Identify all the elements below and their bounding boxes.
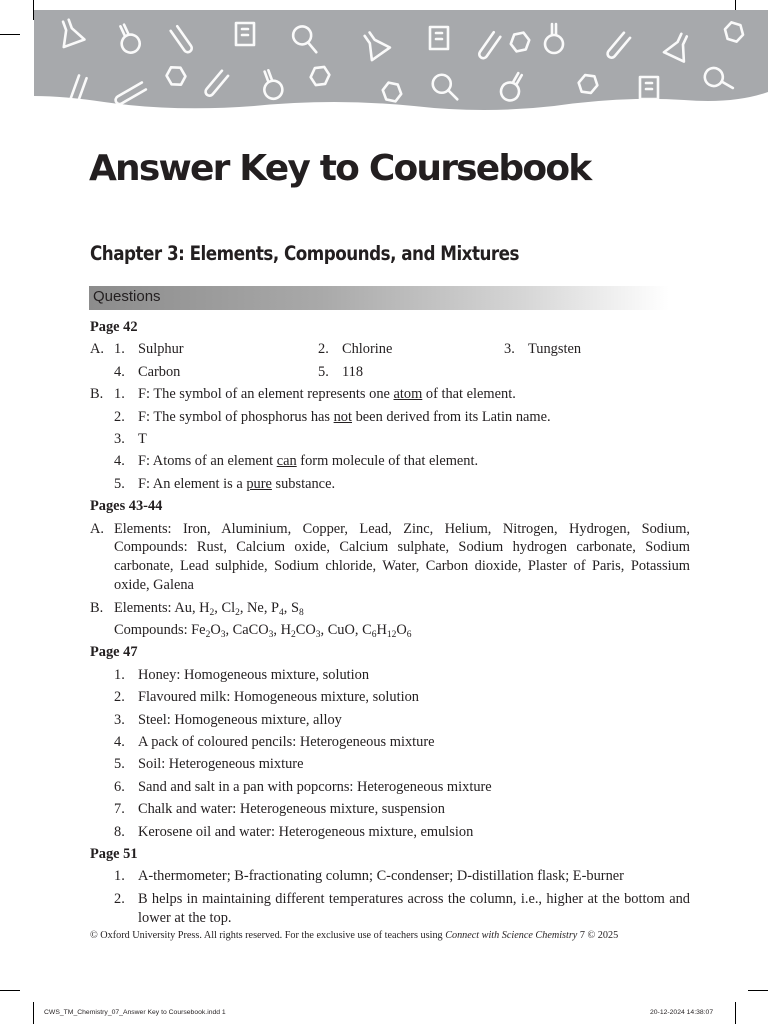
- copyright-year: 7 © 2025: [577, 930, 619, 941]
- answer-text: Carbon: [138, 363, 181, 380]
- crop-mark: [0, 990, 20, 991]
- list-item: [90, 686, 690, 708]
- answer-text: T: [138, 430, 147, 447]
- answer-text: Compounds: $Fe_2O_3$, CaCO$_3$, $H_2CO_3$, CuO, $C_6H_{12}O_6$: [114, 622, 412, 641]
- list-item: [90, 428, 690, 450]
- list-item: [90, 821, 690, 843]
- list-item: [90, 664, 690, 686]
- underlined-word: can: [276, 453, 297, 470]
- list-item: [90, 518, 690, 597]
- list-item: [90, 731, 690, 753]
- print-timestamp: 20-12-2024 14:38:07: [650, 1009, 714, 1016]
- item-number: 2.: [114, 408, 125, 425]
- list-item: [90, 383, 690, 405]
- answer-text-pre: F: An element is a: [138, 475, 247, 492]
- answer-text-pre: F: The symbol of an element represents one: [138, 386, 394, 403]
- answer-text: Kerosene oil and water: Heterogeneous mixture, emulsion: [138, 823, 474, 840]
- crop-mark: [0, 34, 20, 35]
- item-number: 2.: [114, 890, 125, 907]
- crop-mark: [735, 1002, 736, 1024]
- answer-text-post: been derived from its Latin name.: [352, 408, 551, 425]
- page-title: Answer Key to Coursebook: [89, 148, 591, 189]
- answer-text-pre: F: The symbol of phosphorus has: [138, 408, 334, 425]
- item-number: 2.: [318, 341, 329, 358]
- list-item: [90, 776, 690, 798]
- answer-text: B helps in maintaining different temperatures across the column, i.e., higher at the bottom and lower at the top.: [138, 890, 690, 926]
- item-number: 3.: [114, 711, 125, 728]
- list-item: [90, 338, 690, 360]
- list-item: [90, 798, 690, 820]
- chapter-title: Chapter 3: Elements, Compounds, and Mixtures: [90, 242, 519, 265]
- answer-text-post: of that element.: [422, 386, 516, 403]
- item-number: 1.: [114, 341, 125, 358]
- item-number: 3.: [114, 430, 125, 447]
- item-number: 4.: [114, 734, 125, 751]
- crop-mark: [33, 1002, 34, 1024]
- list-item: [90, 597, 690, 619]
- answer-text: [138, 450, 478, 472]
- copyright-notice: [90, 930, 690, 941]
- answer-text: [138, 406, 551, 428]
- compounds-label: Compounds:: [114, 622, 188, 639]
- book-title: Connect with Science Chemistry: [445, 930, 578, 941]
- list-item: [90, 709, 690, 731]
- answer-content: [90, 316, 690, 929]
- item-number: 3.: [504, 341, 515, 358]
- question-label: A.: [90, 520, 104, 537]
- item-number: 6.: [114, 778, 125, 795]
- answer-text: Elements: Au, $H_2$, $Cl_2$, Ne, $P_4$, $S_8$: [114, 599, 304, 618]
- item-number: 7.: [114, 801, 125, 818]
- item-number: 2.: [114, 689, 125, 706]
- item-number: 1.: [114, 868, 125, 885]
- list-item: [90, 406, 690, 428]
- list-item: [90, 619, 690, 641]
- item-number: 5.: [318, 363, 329, 380]
- answer-text: A-thermometer; B-fractionating column; C-condenser; D-distillation flask; E-burner: [138, 868, 624, 885]
- page-heading: Page 47: [90, 644, 138, 661]
- answer-text: Tungsten: [528, 341, 582, 358]
- item-number: 8.: [114, 823, 125, 840]
- answer-text-pre: F: Atoms of an element: [138, 453, 277, 470]
- answer-text-post: form molecule of that element.: [296, 453, 479, 470]
- answer-text: Steel: Homogeneous mixture, alloy: [138, 711, 342, 728]
- page-heading: Page 42: [90, 319, 138, 335]
- answer-text: Soil: Heterogeneous mixture: [138, 756, 304, 773]
- crop-mark: [748, 990, 768, 991]
- list-item: [90, 473, 690, 495]
- section-bar: [89, 286, 669, 310]
- answer-text: A pack of coloured pencils: Heterogeneous mixture: [138, 734, 435, 751]
- item-number: 5.: [114, 756, 125, 773]
- list-item: [90, 450, 690, 472]
- question-label: B.: [90, 386, 104, 403]
- answer-text: [138, 383, 516, 405]
- answer-text-post: substance.: [271, 475, 336, 492]
- answer-text: Honey: Homogeneous mixture, solution: [138, 666, 370, 683]
- item-number: 1.: [114, 386, 125, 403]
- underlined-word: not: [333, 408, 352, 425]
- elements-label: Elements:: [114, 599, 172, 616]
- list-item: [90, 361, 690, 383]
- answer-text: Chalk and water: Heterogeneous mixture, suspension: [138, 801, 445, 818]
- item-number: 4.: [114, 453, 125, 470]
- question-label: A.: [90, 341, 104, 358]
- header-banner: [34, 10, 768, 112]
- page-heading: Pages 43-44: [90, 498, 163, 515]
- answer-text: Sulphur: [138, 341, 184, 358]
- list-item: [90, 753, 690, 775]
- answer-text: 118: [342, 363, 364, 380]
- copyright-text: © Oxford University Press. All rights reserved. For the exclusive use of teachers using: [90, 930, 446, 941]
- answer-text: [138, 473, 335, 495]
- item-number: 5.: [114, 475, 125, 492]
- section-label: Questions: [93, 288, 161, 305]
- item-number: 1.: [114, 666, 125, 683]
- answer-text: Flavoured milk: Homogeneous mixture, solution: [138, 689, 419, 706]
- item-number: 4.: [114, 363, 125, 380]
- answer-text: Elements: Iron, Aluminium, Copper, Lead, Zinc, Helium, Nitrogen, Hydrogen, Sodium, Compounds: Rust, Calcium oxide, Calcium sulphate, Sodium hydrogen carbonate, Sodium carbonate, Lead sulphide, Sodium chloride, Water, Carbon dioxide, Plaster of Paris, Potassium oxide, Galena: [114, 520, 690, 593]
- underlined-word: atom: [393, 386, 423, 403]
- answer-text: Sand and salt in a pan with popcorns: Heterogeneous mixture: [138, 778, 492, 795]
- underlined-word: pure: [246, 475, 272, 492]
- question-label: B.: [90, 599, 104, 616]
- file-slug: CWS_TM_Chemistry_07_Answer Key to Coursebook.indd 1: [44, 1009, 226, 1016]
- list-item: [90, 865, 690, 887]
- page-heading: Page 51: [90, 846, 138, 862]
- list-item: [90, 888, 690, 930]
- answer-text: Chlorine: [342, 341, 393, 358]
